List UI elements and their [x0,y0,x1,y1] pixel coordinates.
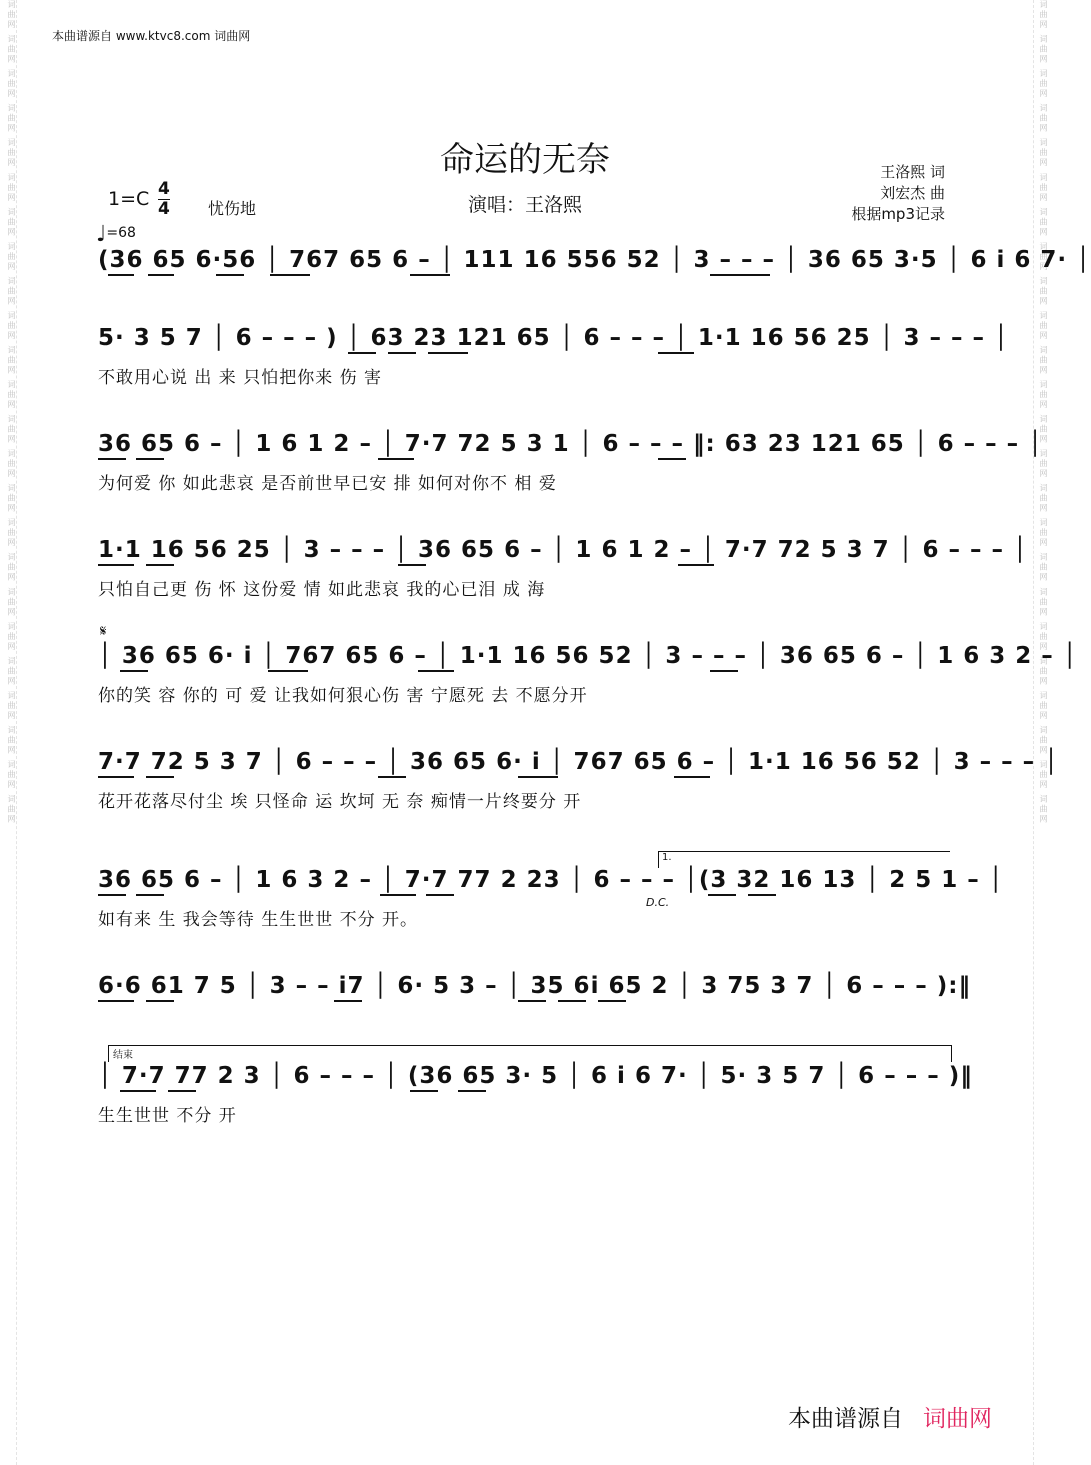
notation-line: 6·6 61 7 5 │ 3 – – i7 │ 6· 5 3 – │ 35 6i 65 2 │ 3 75 3 7 │ 6 – – – ):‖ [98,973,971,999]
beam-line [146,776,174,778]
beam-line [426,894,454,896]
ending-label: 结束 [113,1050,133,1061]
beam-line [120,1090,156,1092]
quarter-note-icon: ♩ [96,222,107,247]
beam-line [518,1000,546,1002]
beam-line [518,776,558,778]
score-row-9 [98,1063,973,1133]
beam-line [168,1090,196,1092]
lyric-line: 为何爱 你 如此悲哀 是否前世早已安 排 如何对你不 相 爱 [98,474,557,494]
beam-line [378,458,414,460]
beam-line [136,458,164,460]
ending-bracket [108,1045,952,1062]
beam-line [380,894,416,896]
beam-line [678,564,714,566]
beam-line [120,670,148,672]
beam-line [418,670,454,672]
notation-line: 7·7 72 5 3 7 │ 6 – – – │ 36 65 6· i │ 767 65 6 – │ 1·1 16 56 52 │ 3 – – – │ [98,749,1059,775]
beam-line [710,670,738,672]
score-row-4 [98,537,1028,607]
lyric-line: 你的笑 容 你的 可 爱 让我如何狠心伤 害 宁愿死 去 不愿分开 [98,686,588,706]
lyricist-credit: 王洛熙 词 [880,163,945,181]
beam-line [148,274,174,276]
top-source-watermark: 本曲谱源自 www.ktvc8.com 词曲网 [52,29,251,43]
lyric-line: 生生世世 不分 开 [98,1106,237,1126]
beam-line [136,894,164,896]
beam-line [146,564,174,566]
beam-line [268,670,308,672]
lyric-line: 不敢用心说 出 来 只怕把你来 伤 害 [98,368,383,388]
score-row-8 [98,973,971,1043]
tempo-value: =68 [106,225,136,241]
beam-line [674,776,710,778]
lyric-line: 只怕自己更 伤 怀 这份爱 情 如此悲哀 我的心已泪 成 海 [98,580,546,600]
beam-line [270,274,310,276]
meter-top: 4 [158,179,170,199]
first-ending-bracket [658,851,950,868]
beam-line [558,1000,586,1002]
beam-line [398,564,426,566]
notation-line: │ 7·7 77 2 3 │ 6 – – – │ (36 65 3· 5 │ 6 i 6 7· │ 5· 3 5 7 │ 6 – – – )‖ [98,1063,973,1089]
beam-line [388,352,416,354]
beam-line [348,352,376,354]
bottom-source-watermark [788,1400,992,1433]
notation-line: 36 65 6 – │ 1 6 3 2 – │ 7·7 77 2 23 │ 6 – – – │(3 32 16 13 │ 2 5 1 – │ [98,867,1004,893]
lyric-line: 如有来 生 我会等待 生生世世 不分 开。 [98,910,419,930]
beam-line [428,352,468,354]
score-row-1 [98,247,1091,317]
beam-line [98,458,126,460]
tempo-mark [96,222,136,247]
credits-block [851,162,945,225]
source-prefix: 本曲谱源自 [788,1406,903,1432]
key-signature: 1=C [108,188,150,210]
notation-line: 36 65 6 – │ 1 6 1 2 – │ 7·7 72 5 3 1 │ 6 – – – ‖: 63 23 121 65 │ 6 – – – │ [98,431,1043,457]
side-watermark-right: 词曲网 词曲网 词曲网 词曲网 词曲网 词曲网 词曲网 词曲网 词曲网 词曲网 词曲网 词曲网 词曲网 词曲网 词曲网 词曲网 词曲网 词曲网 词曲网 词曲网 词曲网 词曲网 词曲网 词曲网 [1033,0,1048,1465]
beam-line [748,894,776,896]
beam-line [98,776,134,778]
beam-line [410,1090,438,1092]
score-row-3 [98,431,1043,501]
notation-line: 1·1 16 56 25 │ 3 – – – │ 36 65 6 – │ 1 6 1 2 – │ 7·7 72 5 3 7 │ 6 – – – │ [98,537,1028,563]
beam-line [146,1000,174,1002]
beam-line [710,274,770,276]
beam-line [98,1000,134,1002]
time-signature [158,180,170,219]
side-watermark-left: 词曲网 词曲网 词曲网 词曲网 词曲网 词曲网 词曲网 词曲网 词曲网 词曲网 词曲网 词曲网 词曲网 词曲网 词曲网 词曲网 词曲网 词曲网 词曲网 词曲网 词曲网 词曲网 词曲网 词曲网 [2,0,17,1465]
beam-line [458,1090,486,1092]
brand-logo-text: 词曲网 [923,1406,992,1432]
da-capo-mark: D.C. [646,896,670,909]
lyric-line: 花开花落尽付尘 埃 只怪命 运 坎坷 无 奈 痴情一片终要分 开 [98,792,582,812]
notation-line: (36 65 6·56 │ 767 65 6 – │ 111 16 556 52 │ 3 – – – │ 36 65 3·5 │ 6 i 6 7· │ [98,247,1091,273]
beam-line [708,894,736,896]
singer-credit: 演唱：王洛熙 [467,194,582,216]
score-row-2 [98,325,1009,395]
expression-mark: 忧伤地 [208,199,257,218]
beam-line [216,274,244,276]
score-row-6 [98,749,1059,819]
score-row-7 [98,867,1004,937]
composer-credit: 刘宏杰 曲 [880,184,945,202]
beam-line [98,894,126,896]
notation-line: 5· 3 5 7 │ 6 – – – ) │ 63 23 121 65 │ 6 – – – │ 1·1 16 56 25 │ 3 – – – │ [98,325,1009,351]
first-ending-label: 1. [662,852,672,863]
beam-line [378,776,406,778]
beam-line [598,1000,626,1002]
meter-bottom: 4 [158,199,170,219]
beam-line [108,274,134,276]
beam-line [658,458,686,460]
song-title: 命运的无奈 [440,140,610,180]
beam-line [334,1000,362,1002]
beam-line [98,564,134,566]
beam-line [410,274,450,276]
transcription-note: 根据mp3记录 [851,205,945,223]
beam-line [658,352,694,354]
segno-mark: 𝄋 [100,622,107,640]
notation-line: │ 36 65 6· i │ 767 65 6 – │ 1·1 16 56 52 │ 3 – – – │ 36 65 6 – │ 1 6 3 2 – │ [98,643,1078,669]
score-row-5 [98,643,1078,713]
